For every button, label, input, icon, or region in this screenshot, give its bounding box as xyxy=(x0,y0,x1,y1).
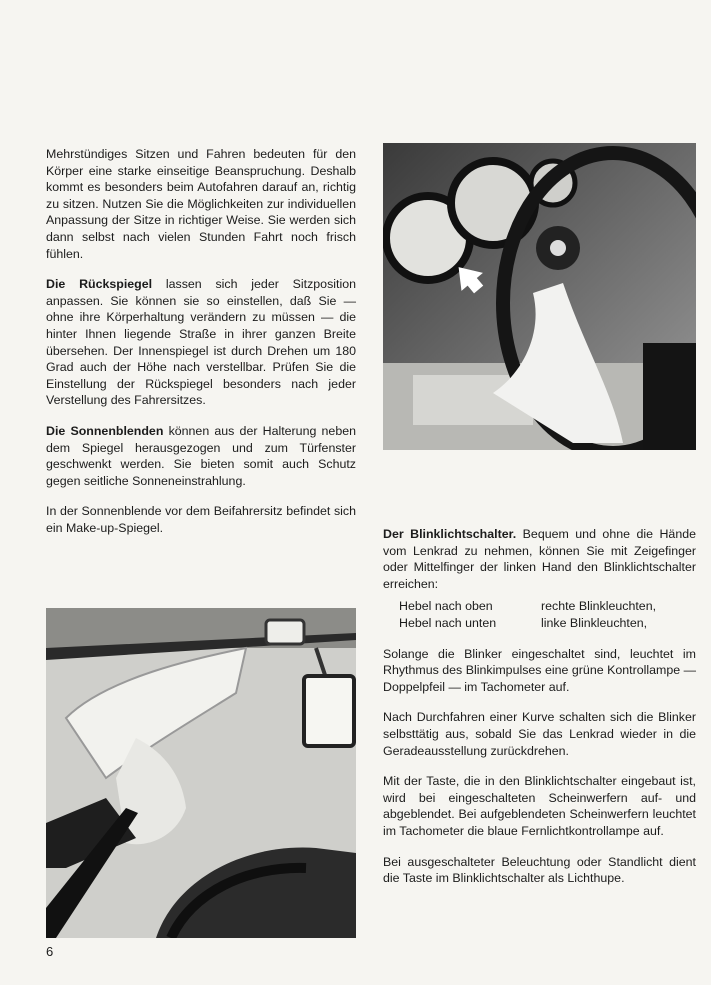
visor-text: können aus der Halterung neben dem Spiegel herausgezogen und zum Türfenster geschwenkt werden. Sie bieten somit auch Schutz gegen seitliche Sonneneinstrahlung. xyxy=(46,423,356,488)
table-row xyxy=(399,598,696,615)
makeup-mirror-paragraph: In der Sonnenblende vor dem Beifahrersitz befindet sich ein Make-up-Spiegel. xyxy=(46,504,356,535)
page-number: 6 xyxy=(46,944,54,959)
turn-signal-paragraph xyxy=(383,526,696,592)
lever-position: Hebel nach unten xyxy=(399,615,497,630)
turn-signal-heading: Der Blinklichtschalter. xyxy=(383,527,517,541)
mirror-text: lassen sich jeder Sitzposition anpassen. Sie können sie so einstellen, daß Sie — ohne ihre Körperhaltung verändern zu müssen — die hinter Ihnen liegende Straße in ihrer ganzen Breite übersehen. Der Innenspiegel ist durch Drehen um 180 Grad auch der Höhe nach verstellbar. Prüfen Sie die Einstellung der Rückspiegel besonders nach jeder Verstellung des Fahrersitzes. xyxy=(46,277,356,408)
sun-visor-photo xyxy=(46,608,356,938)
intro-paragraph: Mehrstündiges Sitzen und Fahren bedeuten für den Körper eine starke einseitige Beanspruchung. Deshalb kommt es besonders beim Autofahren darauf an, richtig zu sitzen. Nutzen Sie die Möglichkeiten zur individuellen Anpassung der Sitze in richtiger Weise. Sie werden sich dann selbst nach vielen Stunden Fahrt noch frisch fühlen. xyxy=(46,147,356,261)
visor-paragraph xyxy=(46,423,356,489)
turn-signal-photo xyxy=(383,143,696,450)
lever-position: Hebel nach oben xyxy=(399,599,493,614)
auto-cancel-paragraph: Nach Durchfahren einer Kurve schalten sich die Blinker selbsttätig aus, sobald Sie das Lenkrad wieder in die Geradeausstellung zurückdrehen. xyxy=(383,710,696,758)
lever-effect: rechte Blinkleuchten, xyxy=(541,599,657,614)
left-column xyxy=(46,146,356,550)
lever-effect: linke Blinkleuchten, xyxy=(541,615,648,630)
turn-signal-text: Bequem und ohne die Hände vom Lenkrad zu nehmen, können Sie mit Zeigefinger oder Mittelfinger der linken Hand den Blinklichtschalter erreichen: xyxy=(383,527,696,591)
right-column xyxy=(383,526,696,901)
visor-heading: Die Sonnenblenden xyxy=(46,423,164,438)
headlight-button-paragraph: Mit der Taste, die in den Blinklichtschalter eingebaut ist, wird bei eingeschalteten Scheinwerfern auf- und abgeblendet. Bei aufgeblendeten Scheinwerfern leuchtet im Tachometer die blaue Fernlichtkontrollampe auf. xyxy=(383,774,696,838)
mirror-heading: Die Rückspiegel xyxy=(46,277,153,292)
indicator-paragraph: Solange die Blinker eingeschaltet sind, leuchtet im Rhythmus des Blinkimpulses eine grüne Kontrollampe — Doppelpfeil — im Tachometer auf. xyxy=(383,646,696,694)
turn-signal-table xyxy=(399,598,696,631)
mirror-paragraph xyxy=(46,276,356,409)
flasher-paragraph: Bei ausgeschalteter Beleuchtung oder Standlicht dient die Taste im Blinklichtschalter als Lichthupe. xyxy=(383,854,696,886)
table-row xyxy=(399,615,696,632)
